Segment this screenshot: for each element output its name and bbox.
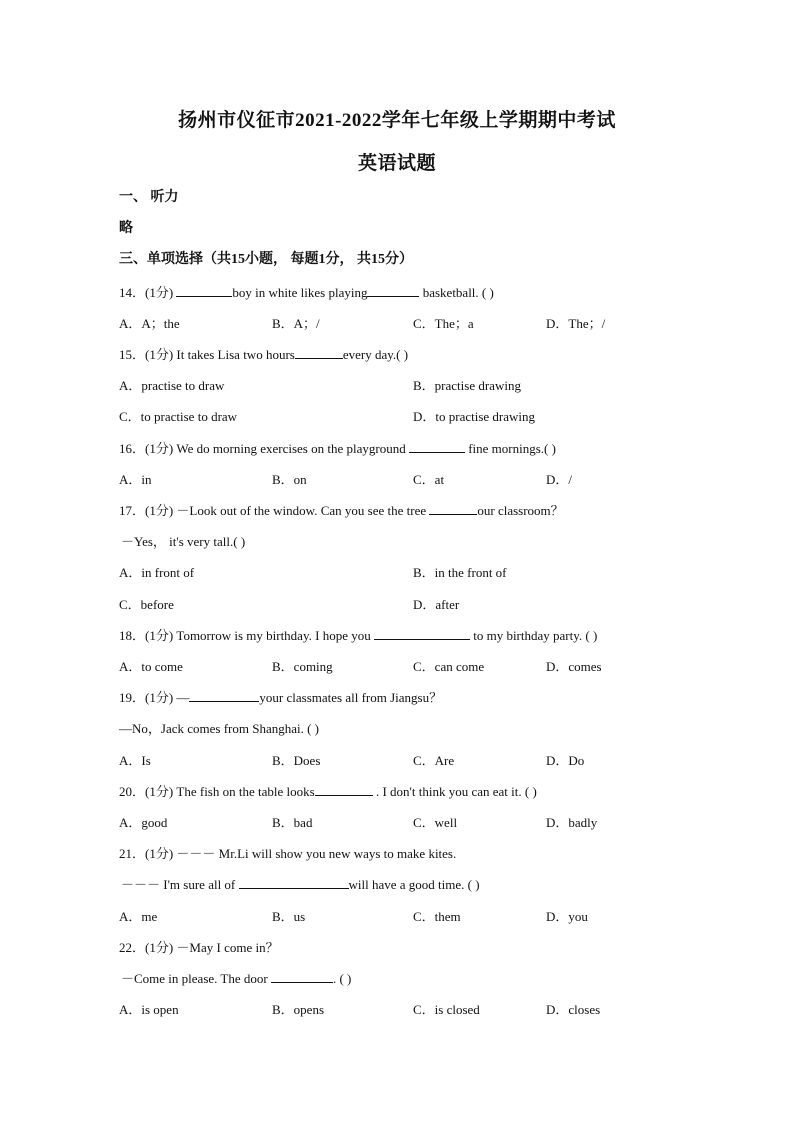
question-text: 14．(1分) — [119, 285, 177, 300]
option-c: C．to practise to draw — [119, 409, 238, 424]
option-c: C．Are — [413, 753, 455, 768]
option-b: B．A；/ — [272, 316, 320, 331]
option-c: C．The；a — [413, 316, 474, 331]
question-22: 22．(1分) －May I come in？ — [119, 940, 279, 955]
option-d: D．badly — [546, 815, 598, 830]
question-text: boy in white likes playing — [232, 285, 368, 300]
answer-blank — [429, 502, 477, 515]
question-text: . ( ) — [332, 971, 352, 986]
question-text: fine mornings.( ) — [464, 441, 556, 456]
question-text: 15．(1分) It takes Lisa two hours — [119, 347, 295, 362]
question-text: －Come in please. The door — [121, 971, 271, 986]
option-b: B．us — [272, 909, 306, 924]
question-17-reply: －Yes， it's very tall.( ) — [121, 534, 246, 549]
option-d: D．to practise drawing — [413, 409, 536, 424]
question-text: 20．(1分) The fish on the table looks — [119, 784, 315, 799]
answer-blank — [315, 783, 373, 796]
answer-blank — [239, 876, 349, 889]
question-text: our classroom？ — [477, 503, 564, 518]
option-d: D．Do — [546, 753, 585, 768]
option-a: A．in front of — [119, 565, 195, 580]
answer-blank — [271, 970, 333, 983]
answer-blank — [189, 689, 259, 702]
question-text: 18．(1分) Tomorrow is my birthday. I hope you — [119, 628, 374, 643]
question-text: 19．(1分) — — [119, 690, 190, 705]
option-d: D．you — [546, 909, 588, 924]
question-text: will have a good time. ( ) — [348, 877, 480, 892]
question-text: . I don't think you can eat it. ( ) — [372, 784, 537, 799]
question-text: every day.( ) — [342, 347, 409, 362]
option-a: A．good — [119, 815, 168, 830]
question-18 — [119, 625, 597, 644]
question-21: 21．(1分) －－－ Mr.Li will show you new ways to make kites. — [119, 846, 457, 861]
question-16 — [119, 438, 556, 457]
question-text: 17．(1分) －Look out of the window. Can you see the tree — [119, 503, 430, 518]
answer-blank — [295, 346, 343, 359]
option-a: A．is open — [119, 1002, 179, 1017]
option-b: B．opens — [272, 1002, 325, 1017]
option-a: A．to come — [119, 659, 183, 674]
exam-subtitle: 英语试题 — [357, 153, 436, 174]
option-c: C．can come — [413, 659, 485, 674]
option-d: D．closes — [546, 1002, 601, 1017]
question-15 — [119, 344, 408, 363]
option-b: B．practise drawing — [413, 378, 521, 393]
question-19 — [119, 687, 442, 706]
answer-blank — [367, 284, 419, 297]
option-a: A．in — [119, 472, 152, 487]
option-b: B．Does — [272, 753, 321, 768]
question-20 — [119, 781, 537, 800]
option-d: D．/ — [546, 472, 573, 487]
question-text: to my birthday party. ( ) — [469, 628, 598, 643]
option-c: C．them — [413, 909, 461, 924]
answer-blank — [374, 627, 470, 640]
option-c: C．is closed — [413, 1002, 480, 1017]
option-c: C．before — [119, 597, 174, 612]
option-c: C．well — [413, 815, 458, 830]
question-text: 16．(1分) We do morning exercises on the playground — [119, 441, 409, 456]
option-b: B．on — [272, 472, 307, 487]
question-text: －－－ I'm sure all of — [121, 877, 239, 892]
question-14 — [119, 282, 494, 301]
exam-title: 扬州市仪征市2021-2022学年七年级上学期期中考试 — [178, 110, 616, 131]
section-single-choice: 三、单项选择（共15小题， 每题1分， 共15分） — [119, 252, 413, 267]
option-b: B．coming — [272, 659, 333, 674]
answer-blank — [409, 440, 465, 453]
option-a: A．practise to draw — [119, 378, 225, 393]
listening-note: 略 — [119, 221, 133, 236]
option-d: D．The；/ — [546, 316, 606, 331]
question-17 — [119, 500, 564, 519]
option-c: C．at — [413, 472, 445, 487]
option-d: D．comes — [546, 659, 602, 674]
question-text: your classmates all from Jiangsu？ — [259, 690, 443, 705]
option-b: B．in the front of — [413, 565, 507, 580]
option-a: A．A；the — [119, 316, 180, 331]
section-listening: 一、 听力 — [119, 190, 179, 205]
option-b: B．bad — [272, 815, 313, 830]
option-d: D．after — [413, 597, 460, 612]
option-a: A．me — [119, 909, 158, 924]
question-22-reply — [121, 968, 351, 987]
answer-blank — [176, 284, 232, 297]
option-a: A．Is — [119, 753, 151, 768]
question-21-reply — [121, 874, 480, 893]
question-19-reply: —No，Jack comes from Shanghai. ( ) — [119, 721, 320, 736]
question-text: basketball. ( ) — [419, 285, 494, 300]
